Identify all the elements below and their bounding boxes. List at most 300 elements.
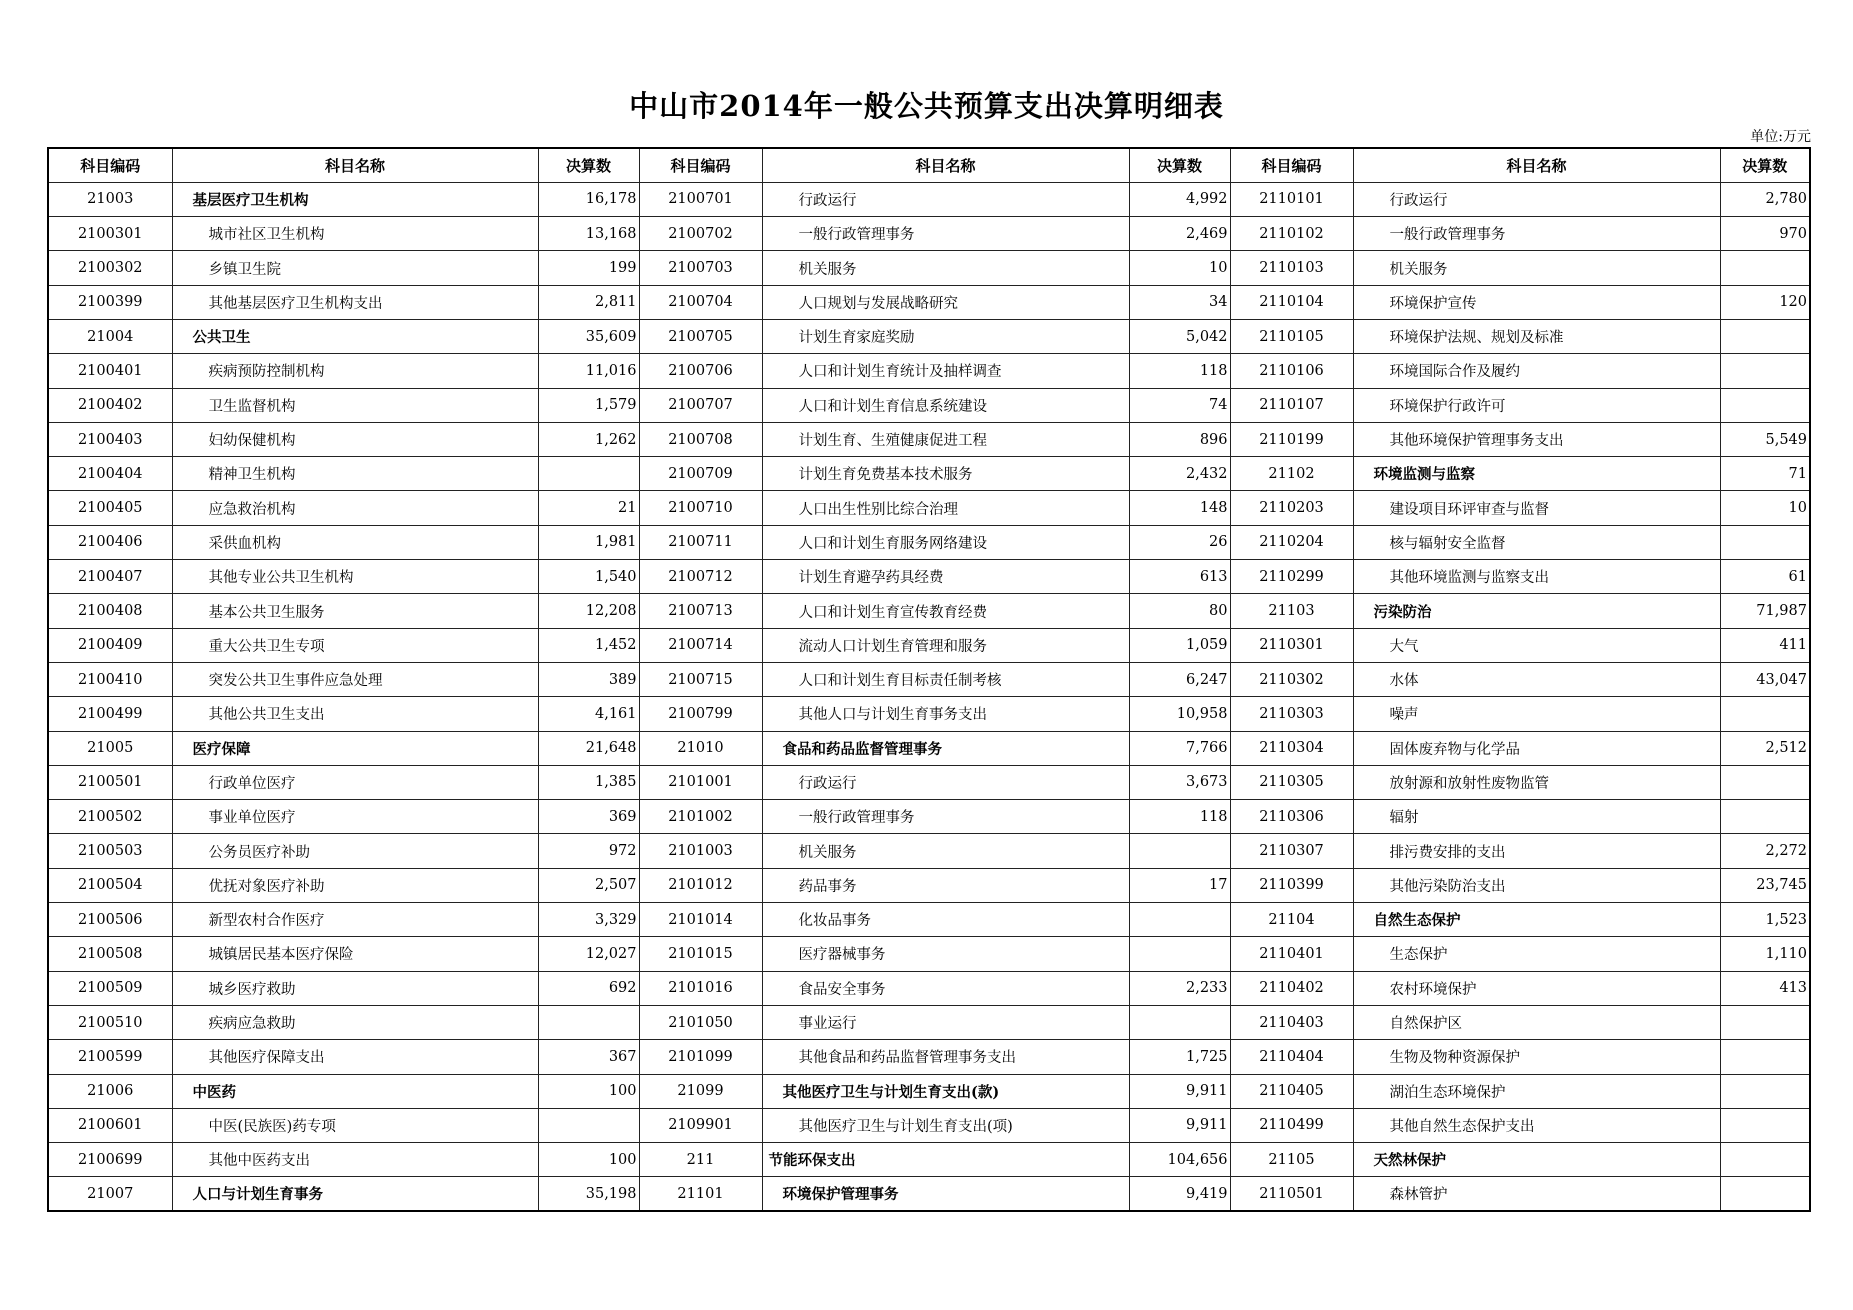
account-code: 2100508 <box>48 937 172 971</box>
account-name: 噪声 <box>1353 697 1720 731</box>
account-name: 精神卫生机构 <box>172 457 538 491</box>
account-name: 其他公共卫生支出 <box>172 697 538 731</box>
account-name: 其他环境保护管理事务支出 <box>1353 422 1720 456</box>
account-name: 环境国际合作及履约 <box>1353 354 1720 388</box>
account-code: 2110399 <box>1230 868 1353 902</box>
final-amount: 970 <box>1720 217 1810 251</box>
final-amount: 118 <box>1129 354 1230 388</box>
account-code: 2110102 <box>1230 217 1353 251</box>
account-name: 计划生育、生殖健康促进工程 <box>762 422 1129 456</box>
header-code: 科目编码 <box>48 148 172 182</box>
final-amount <box>538 1108 639 1142</box>
account-name: 自然保护区 <box>1353 1005 1720 1039</box>
final-amount: 74 <box>1129 388 1230 422</box>
account-code: 2110501 <box>1230 1177 1353 1211</box>
final-amount: 34 <box>1129 285 1230 319</box>
account-name: 事业单位医疗 <box>172 800 538 834</box>
header-amount: 决算数 <box>1129 148 1230 182</box>
account-name: 基层医疗卫生机构 <box>172 182 538 216</box>
final-amount <box>1129 937 1230 971</box>
account-name: 食品和药品监督管理事务 <box>762 731 1129 765</box>
table-row <box>48 182 1810 216</box>
account-code: 2100699 <box>48 1143 172 1177</box>
final-amount: 21,648 <box>538 731 639 765</box>
account-name: 一般行政管理事务 <box>762 800 1129 834</box>
account-code: 21103 <box>1230 594 1353 628</box>
final-amount: 13,168 <box>538 217 639 251</box>
account-code: 2110203 <box>1230 491 1353 525</box>
account-name: 公务员医疗补助 <box>172 834 538 868</box>
final-amount: 9,911 <box>1129 1108 1230 1142</box>
final-amount: 972 <box>538 834 639 868</box>
table-row <box>48 217 1810 251</box>
account-code: 21104 <box>1230 903 1353 937</box>
account-code: 2101015 <box>639 937 762 971</box>
final-amount: 21 <box>538 491 639 525</box>
account-code: 2100499 <box>48 697 172 731</box>
final-amount: 80 <box>1129 594 1230 628</box>
account-name: 核与辐射安全监督 <box>1353 525 1720 559</box>
account-name: 其他专业公共卫生机构 <box>172 560 538 594</box>
account-name: 天然林保护 <box>1353 1143 1720 1177</box>
account-name: 人口规划与发展战略研究 <box>762 285 1129 319</box>
header-name: 科目名称 <box>762 148 1129 182</box>
account-name: 人口和计划生育服务网络建设 <box>762 525 1129 559</box>
table-row <box>48 1040 1810 1074</box>
account-code: 2100711 <box>639 525 762 559</box>
account-code: 21102 <box>1230 457 1353 491</box>
final-amount: 11,016 <box>538 354 639 388</box>
header-amount: 决算数 <box>1720 148 1810 182</box>
account-code: 21006 <box>48 1074 172 1108</box>
account-code: 2101012 <box>639 868 762 902</box>
account-code: 2110402 <box>1230 971 1353 1005</box>
table-row <box>48 800 1810 834</box>
account-name: 一般行政管理事务 <box>1353 217 1720 251</box>
account-code: 2100705 <box>639 319 762 353</box>
account-code: 2101002 <box>639 800 762 834</box>
account-code: 211 <box>639 1143 762 1177</box>
header-row <box>48 148 1810 182</box>
account-code: 2110101 <box>1230 182 1353 216</box>
final-amount <box>1720 1177 1810 1211</box>
final-amount <box>1720 1074 1810 1108</box>
account-name: 流动人口计划生育管理和服务 <box>762 628 1129 662</box>
account-name: 城市社区卫生机构 <box>172 217 538 251</box>
account-code: 2101003 <box>639 834 762 868</box>
final-amount: 411 <box>1720 628 1810 662</box>
account-code: 2110403 <box>1230 1005 1353 1039</box>
final-amount: 2,233 <box>1129 971 1230 1005</box>
final-amount <box>1720 800 1810 834</box>
final-amount: 100 <box>538 1143 639 1177</box>
account-code: 2100404 <box>48 457 172 491</box>
account-name: 其他基层医疗卫生机构支出 <box>172 285 538 319</box>
final-amount: 1,579 <box>538 388 639 422</box>
table-row <box>48 1074 1810 1108</box>
account-code: 2110302 <box>1230 662 1353 696</box>
account-code: 2100401 <box>48 354 172 388</box>
account-code: 2100407 <box>48 560 172 594</box>
account-name: 采供血机构 <box>172 525 538 559</box>
final-amount <box>1720 765 1810 799</box>
account-code: 2100703 <box>639 251 762 285</box>
account-name: 机关服务 <box>762 251 1129 285</box>
account-code: 2100301 <box>48 217 172 251</box>
final-amount <box>538 457 639 491</box>
table-row <box>48 251 1810 285</box>
account-name: 计划生育家庭奖励 <box>762 319 1129 353</box>
final-amount: 104,656 <box>1129 1143 1230 1177</box>
table-row <box>48 319 1810 353</box>
final-amount: 5,042 <box>1129 319 1230 353</box>
unit-label: 单位:万元 <box>1750 129 1811 145</box>
account-code: 2110305 <box>1230 765 1353 799</box>
account-name: 疾病预防控制机构 <box>172 354 538 388</box>
account-code: 2110304 <box>1230 731 1353 765</box>
account-name: 新型农村合作医疗 <box>172 903 538 937</box>
final-amount: 1,523 <box>1720 903 1810 937</box>
final-amount <box>1720 697 1810 731</box>
account-code: 2100406 <box>48 525 172 559</box>
account-name: 环境监测与监察 <box>1353 457 1720 491</box>
table-row <box>48 662 1810 696</box>
account-code: 2100503 <box>48 834 172 868</box>
final-amount: 1,725 <box>1129 1040 1230 1074</box>
account-name: 环境保护行政许可 <box>1353 388 1720 422</box>
account-name: 人口和计划生育宣传教育经费 <box>762 594 1129 628</box>
table-row <box>48 422 1810 456</box>
final-amount: 2,512 <box>1720 731 1810 765</box>
table-row <box>48 525 1810 559</box>
final-amount <box>1720 1143 1810 1177</box>
account-name: 机关服务 <box>762 834 1129 868</box>
table-row <box>48 457 1810 491</box>
account-code: 2100599 <box>48 1040 172 1074</box>
final-amount: 6,247 <box>1129 662 1230 696</box>
account-name: 其他中医药支出 <box>172 1143 538 1177</box>
final-amount <box>1720 1005 1810 1039</box>
final-amount <box>1720 319 1810 353</box>
account-name: 食品安全事务 <box>762 971 1129 1005</box>
final-amount: 12,027 <box>538 937 639 971</box>
table-row <box>48 1177 1810 1211</box>
account-code: 21007 <box>48 1177 172 1211</box>
account-code: 2100713 <box>639 594 762 628</box>
account-code: 2101001 <box>639 765 762 799</box>
table-row <box>48 868 1810 902</box>
final-amount: 1,059 <box>1129 628 1230 662</box>
account-code: 2101016 <box>639 971 762 1005</box>
final-amount: 413 <box>1720 971 1810 1005</box>
account-code: 2100701 <box>639 182 762 216</box>
account-name: 疾病应急救助 <box>172 1005 538 1039</box>
final-amount: 35,609 <box>538 319 639 353</box>
table-row <box>48 834 1810 868</box>
final-amount <box>1720 251 1810 285</box>
account-name: 重大公共卫生专项 <box>172 628 538 662</box>
final-amount: 2,780 <box>1720 182 1810 216</box>
account-code: 2110499 <box>1230 1108 1353 1142</box>
account-code: 2100704 <box>639 285 762 319</box>
account-name: 机关服务 <box>1353 251 1720 285</box>
table-row <box>48 628 1810 662</box>
account-name: 排污费安排的支出 <box>1353 834 1720 868</box>
account-code: 2101099 <box>639 1040 762 1074</box>
account-name: 人口和计划生育目标责任制考核 <box>762 662 1129 696</box>
account-code: 2100302 <box>48 251 172 285</box>
account-name: 乡镇卫生院 <box>172 251 538 285</box>
account-name: 行政运行 <box>762 182 1129 216</box>
account-name: 一般行政管理事务 <box>762 217 1129 251</box>
final-amount: 100 <box>538 1074 639 1108</box>
header-name: 科目名称 <box>172 148 538 182</box>
final-amount <box>1720 388 1810 422</box>
header-amount: 决算数 <box>538 148 639 182</box>
account-name: 其他医疗卫生与计划生育支出(项) <box>762 1108 1129 1142</box>
account-name: 生物及物种资源保护 <box>1353 1040 1720 1074</box>
table-row <box>48 560 1810 594</box>
account-code: 2100506 <box>48 903 172 937</box>
account-code: 2110103 <box>1230 251 1353 285</box>
account-name: 固体废弃物与化学品 <box>1353 731 1720 765</box>
final-amount: 10 <box>1129 251 1230 285</box>
account-name: 节能环保支出 <box>762 1143 1129 1177</box>
final-amount: 2,432 <box>1129 457 1230 491</box>
account-code: 2100710 <box>639 491 762 525</box>
final-amount: 369 <box>538 800 639 834</box>
account-name: 湖泊生态环境保护 <box>1353 1074 1720 1108</box>
account-name: 优抚对象医疗补助 <box>172 868 538 902</box>
account-name: 中医药 <box>172 1074 538 1108</box>
account-name: 建设项目环评审查与监督 <box>1353 491 1720 525</box>
final-amount <box>1720 1040 1810 1074</box>
account-name: 其他医疗保障支出 <box>172 1040 538 1074</box>
table-row <box>48 731 1810 765</box>
account-code: 2100399 <box>48 285 172 319</box>
final-amount: 35,198 <box>538 1177 639 1211</box>
account-name: 突发公共卫生事件应急处理 <box>172 662 538 696</box>
table-row <box>48 697 1810 731</box>
account-name: 行政运行 <box>762 765 1129 799</box>
account-name: 水体 <box>1353 662 1720 696</box>
final-amount: 3,329 <box>538 903 639 937</box>
final-amount: 71 <box>1720 457 1810 491</box>
account-name: 其他自然生态保护支出 <box>1353 1108 1720 1142</box>
account-name: 计划生育避孕药具经费 <box>762 560 1129 594</box>
account-code: 2110105 <box>1230 319 1353 353</box>
account-code: 2110106 <box>1230 354 1353 388</box>
account-code: 2100405 <box>48 491 172 525</box>
account-name: 放射源和放射性废物监管 <box>1353 765 1720 799</box>
account-name: 辐射 <box>1353 800 1720 834</box>
account-name: 人口和计划生育统计及抽样调查 <box>762 354 1129 388</box>
account-name: 其他食品和药品监督管理事务支出 <box>762 1040 1129 1074</box>
account-code: 2110401 <box>1230 937 1353 971</box>
account-name: 药品事务 <box>762 868 1129 902</box>
budget-table <box>47 147 1811 1212</box>
table-row <box>48 285 1810 319</box>
final-amount: 148 <box>1129 491 1230 525</box>
final-amount: 118 <box>1129 800 1230 834</box>
account-code: 2110299 <box>1230 560 1353 594</box>
account-code: 2100714 <box>639 628 762 662</box>
table-row <box>48 971 1810 1005</box>
final-amount: 61 <box>1720 560 1810 594</box>
account-name: 其他环境监测与监察支出 <box>1353 560 1720 594</box>
final-amount: 10 <box>1720 491 1810 525</box>
final-amount: 7,766 <box>1129 731 1230 765</box>
account-code: 2110301 <box>1230 628 1353 662</box>
account-code: 2110199 <box>1230 422 1353 456</box>
account-code: 21101 <box>639 1177 762 1211</box>
account-code: 21004 <box>48 319 172 353</box>
account-name: 医疗器械事务 <box>762 937 1129 971</box>
account-code: 21003 <box>48 182 172 216</box>
header-name: 科目名称 <box>1353 148 1720 182</box>
account-name: 基本公共卫生服务 <box>172 594 538 628</box>
account-code: 2100409 <box>48 628 172 662</box>
final-amount <box>1129 903 1230 937</box>
account-name: 卫生监督机构 <box>172 388 538 422</box>
final-amount: 17 <box>1129 868 1230 902</box>
account-name: 中医(民族医)药专项 <box>172 1108 538 1142</box>
final-amount: 9,419 <box>1129 1177 1230 1211</box>
account-name: 人口与计划生育事务 <box>172 1177 538 1211</box>
table-row <box>48 1143 1810 1177</box>
final-amount: 389 <box>538 662 639 696</box>
account-code: 2101050 <box>639 1005 762 1039</box>
final-amount <box>1720 525 1810 559</box>
account-name: 其他人口与计划生育事务支出 <box>762 697 1129 731</box>
final-amount <box>1720 354 1810 388</box>
final-amount: 23,745 <box>1720 868 1810 902</box>
final-amount: 12,208 <box>538 594 639 628</box>
table-row <box>48 937 1810 971</box>
final-amount: 9,911 <box>1129 1074 1230 1108</box>
account-code: 2110303 <box>1230 697 1353 731</box>
account-name: 城镇居民基本医疗保险 <box>172 937 538 971</box>
account-name: 行政运行 <box>1353 182 1720 216</box>
account-code: 2100408 <box>48 594 172 628</box>
account-code: 2100509 <box>48 971 172 1005</box>
final-amount: 120 <box>1720 285 1810 319</box>
table-row <box>48 388 1810 422</box>
account-code: 2100709 <box>639 457 762 491</box>
final-amount: 1,262 <box>538 422 639 456</box>
table-row <box>48 903 1810 937</box>
account-name: 城乡医疗救助 <box>172 971 538 1005</box>
final-amount: 71,987 <box>1720 594 1810 628</box>
account-code: 2110104 <box>1230 285 1353 319</box>
final-amount: 26 <box>1129 525 1230 559</box>
account-code: 2100702 <box>639 217 762 251</box>
account-code: 2101014 <box>639 903 762 937</box>
account-name: 大气 <box>1353 628 1720 662</box>
account-name: 应急救治机构 <box>172 491 538 525</box>
final-amount: 896 <box>1129 422 1230 456</box>
account-name: 人口出生性别比综合治理 <box>762 491 1129 525</box>
final-amount: 199 <box>538 251 639 285</box>
final-amount: 2,469 <box>1129 217 1230 251</box>
final-amount <box>1129 834 1230 868</box>
account-name: 事业运行 <box>762 1005 1129 1039</box>
final-amount: 1,981 <box>538 525 639 559</box>
final-amount: 2,811 <box>538 285 639 319</box>
final-amount: 43,047 <box>1720 662 1810 696</box>
final-amount: 613 <box>1129 560 1230 594</box>
account-code: 2100708 <box>639 422 762 456</box>
header-code: 科目编码 <box>1230 148 1353 182</box>
account-code: 2100501 <box>48 765 172 799</box>
final-amount <box>538 1005 639 1039</box>
account-name: 公共卫生 <box>172 319 538 353</box>
account-code: 2100504 <box>48 868 172 902</box>
page-title: 中山市2014年一般公共预算支出决算明细表 <box>629 89 1224 123</box>
account-code: 21105 <box>1230 1143 1353 1177</box>
final-amount <box>1129 1005 1230 1039</box>
account-code: 21099 <box>639 1074 762 1108</box>
account-name: 环境保护管理事务 <box>762 1177 1129 1211</box>
account-name: 农村环境保护 <box>1353 971 1720 1005</box>
account-code: 2110204 <box>1230 525 1353 559</box>
account-code: 2100601 <box>48 1108 172 1142</box>
table-row <box>48 1108 1810 1142</box>
final-amount: 692 <box>538 971 639 1005</box>
account-name: 医疗保障 <box>172 731 538 765</box>
table-row <box>48 1005 1810 1039</box>
account-name: 污染防治 <box>1353 594 1720 628</box>
final-amount: 4,992 <box>1129 182 1230 216</box>
final-amount: 2,272 <box>1720 834 1810 868</box>
final-amount: 16,178 <box>538 182 639 216</box>
account-name: 自然生态保护 <box>1353 903 1720 937</box>
account-code: 21005 <box>48 731 172 765</box>
account-code: 2109901 <box>639 1108 762 1142</box>
account-code: 2110107 <box>1230 388 1353 422</box>
final-amount: 10,958 <box>1129 697 1230 731</box>
final-amount: 2,507 <box>538 868 639 902</box>
account-code: 2110306 <box>1230 800 1353 834</box>
account-code: 2110405 <box>1230 1074 1353 1108</box>
account-code: 2110307 <box>1230 834 1353 868</box>
account-name: 行政单位医疗 <box>172 765 538 799</box>
final-amount: 1,540 <box>538 560 639 594</box>
final-amount: 1,110 <box>1720 937 1810 971</box>
account-name: 其他医疗卫生与计划生育支出(款) <box>762 1074 1129 1108</box>
account-name: 化妆品事务 <box>762 903 1129 937</box>
account-name: 环境保护宣传 <box>1353 285 1720 319</box>
account-code: 2110404 <box>1230 1040 1353 1074</box>
final-amount: 3,673 <box>1129 765 1230 799</box>
final-amount: 367 <box>538 1040 639 1074</box>
final-amount: 4,161 <box>538 697 639 731</box>
account-name: 环境保护法规、规划及标准 <box>1353 319 1720 353</box>
table-row <box>48 594 1810 628</box>
account-name: 人口和计划生育信息系统建设 <box>762 388 1129 422</box>
table-row <box>48 765 1810 799</box>
account-code: 2100799 <box>639 697 762 731</box>
account-code: 2100402 <box>48 388 172 422</box>
table-row <box>48 354 1810 388</box>
account-name: 妇幼保健机构 <box>172 422 538 456</box>
account-name: 其他污染防治支出 <box>1353 868 1720 902</box>
account-name: 计划生育免费基本技术服务 <box>762 457 1129 491</box>
account-code: 2100410 <box>48 662 172 696</box>
final-amount: 1,452 <box>538 628 639 662</box>
account-code: 2100510 <box>48 1005 172 1039</box>
account-name: 生态保护 <box>1353 937 1720 971</box>
